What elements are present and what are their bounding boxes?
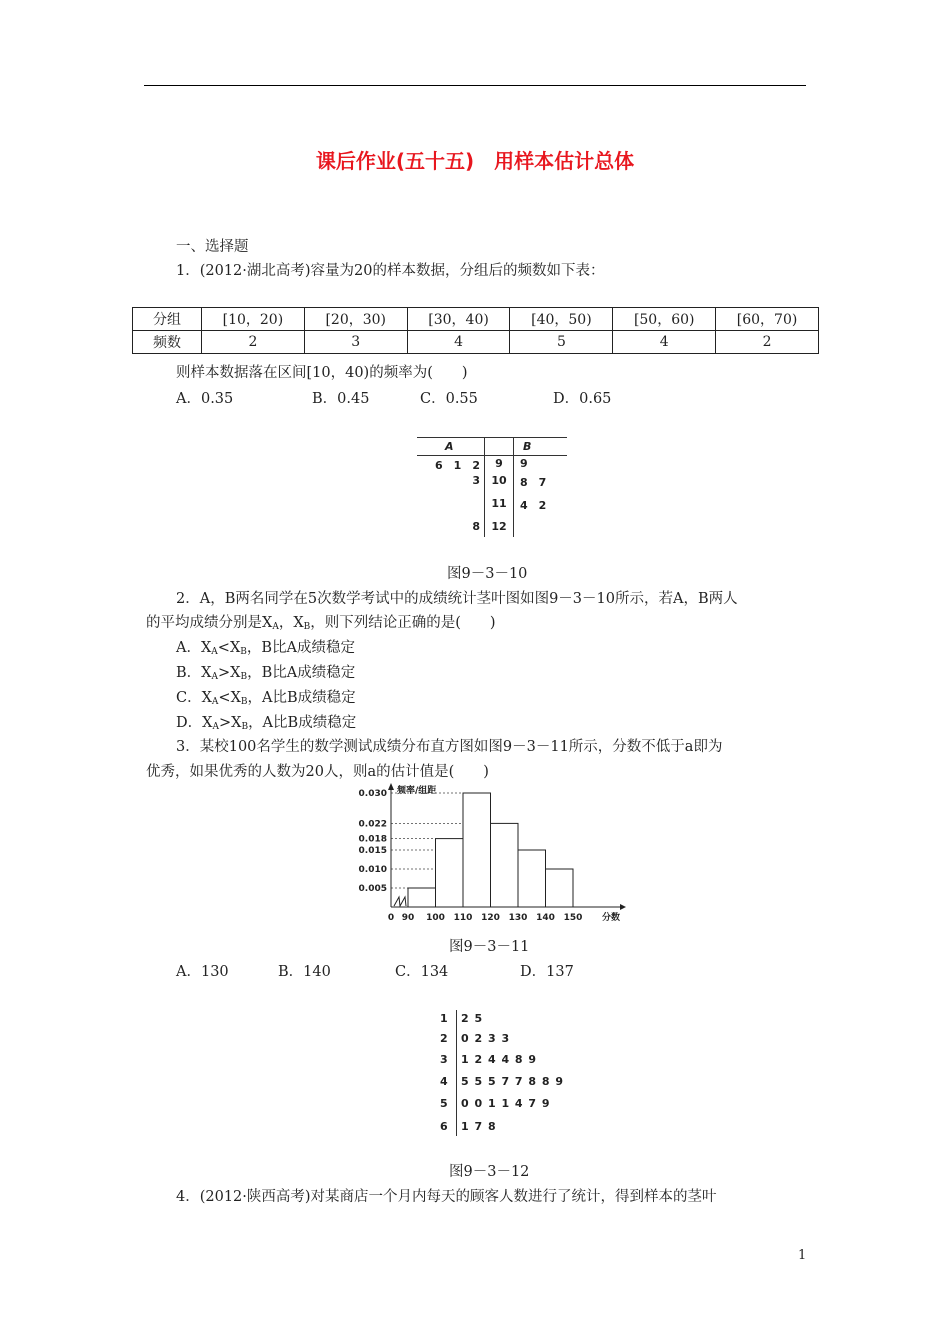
table-cell: 4	[613, 331, 716, 354]
table-cell: 3	[304, 331, 407, 354]
x-tick-label: 110	[453, 913, 473, 923]
q3-option-b: B．140	[278, 964, 331, 980]
fig12-leaves: 1 2 4 4 8 9	[461, 1053, 538, 1066]
fig12-stem: 5	[440, 1097, 448, 1110]
section-heading: 一、选择题	[176, 239, 249, 255]
histogram-bar	[491, 823, 519, 907]
table-cell: [50，60)	[613, 308, 716, 331]
histogram-bar	[436, 839, 464, 907]
table-cell: [30，40)	[407, 308, 510, 331]
fig12-caption: 图9－3－12	[449, 1164, 530, 1180]
fig12-leaves: 1 7 8	[461, 1120, 497, 1133]
q1-stem: 1．(2012·湖北高考)容量为20的样本数据，分组后的频数如下表：	[176, 263, 605, 279]
fig10-stem: 12	[491, 520, 507, 533]
fig12-stem: 4	[440, 1075, 448, 1088]
axis-break	[394, 897, 406, 906]
table-cell: 4	[407, 331, 510, 354]
table-cell: 2	[716, 331, 819, 354]
q3-option-a: A．130	[176, 964, 229, 980]
fig12-stem: 6	[440, 1120, 448, 1133]
q1-question: 则样本数据落在区间[10，40)的频率为( )	[176, 365, 468, 381]
q3-line2: 优秀，如果优秀的人数为20人，则a的估计值是( )	[146, 764, 489, 780]
q2-option-a: A．$X_A<X_B$，B比A成绩稳定	[176, 640, 356, 657]
y-tick-label: 0.005	[358, 884, 387, 894]
q2-line2: 的平均成绩分别是$X_A$，$X_B$，则下列结论正确的是( )	[146, 615, 496, 632]
fig10-caption: 图9－3－10	[447, 566, 528, 582]
table-cell: [10，20)	[202, 308, 305, 331]
y-tick-label: 0.030	[358, 789, 387, 799]
histogram-bar	[518, 850, 546, 907]
q2-option-d: D．$X_A>X_B$，A比B成绩稳定	[176, 715, 357, 732]
x-axis-label: 分数	[602, 913, 621, 923]
y-tick-label: 0.018	[358, 834, 387, 845]
fig10-stem: 11	[491, 497, 507, 510]
table-row	[133, 331, 819, 354]
y-tick-label: 0.015	[358, 846, 387, 856]
histogram-bar	[546, 869, 574, 907]
fig10-left-leaves: 6 1 2	[435, 459, 480, 472]
table-cell: [40，50)	[510, 308, 613, 331]
fig12-leaves: 0 0 1 1 4 7 9	[461, 1097, 551, 1110]
table-header-cell: 频数	[133, 331, 202, 354]
fig10-stem: 10	[491, 474, 507, 487]
fig12-stem: 3	[440, 1053, 448, 1066]
q2-option-b: B．$X_A>X_B$，B比A成绩稳定	[176, 665, 356, 682]
fig10-label-b: B	[523, 440, 532, 453]
fig10-left-leaves: 3	[472, 474, 480, 487]
histogram-bar	[463, 793, 491, 907]
fig12-stem: 2	[440, 1032, 448, 1045]
fig10-right-leaves: 8 7	[520, 476, 547, 489]
q1-option-c: C．0.55	[420, 391, 478, 407]
table-cell: 2	[202, 331, 305, 354]
x-tick-label: 130	[508, 913, 528, 923]
x-tick-label: 150	[563, 913, 583, 923]
x-tick-label: 0	[387, 913, 395, 923]
header-rule	[144, 85, 806, 86]
fig10-label-a: A	[445, 440, 454, 453]
table-cell: [20，30)	[304, 308, 407, 331]
x-tick-label: 120	[481, 913, 500, 923]
x-axis-arrow	[620, 904, 626, 910]
fig10-header-rule	[417, 455, 567, 456]
fig12-stem: 1	[440, 1012, 448, 1025]
table-cell: [60，70)	[716, 308, 819, 331]
fig12-leaves: 0 2 3 3	[461, 1032, 511, 1045]
fig10-stem: 9	[495, 457, 503, 470]
histogram-bar	[408, 888, 436, 907]
q2-option-c: C．$X_A<X_B$，A比B成绩稳定	[176, 690, 356, 707]
frequency-table	[132, 307, 819, 354]
histogram-chart	[350, 780, 640, 930]
q1-option-b: B．0.45	[312, 391, 370, 407]
q1-option-a: A．0.35	[176, 391, 234, 407]
q3-line1: 3．某校100名学生的数学测试成绩分布直方图如图9－3－11所示，分数不低于a即为	[176, 739, 723, 755]
fig12-leaves: 2 5	[461, 1012, 484, 1025]
x-tick-label: 100	[426, 913, 445, 923]
page-number: 1	[798, 1248, 807, 1263]
fig12-leaves: 5 5 5 7 7 8 8 9	[461, 1075, 565, 1088]
y-axis-label: 频率/组距	[397, 786, 437, 796]
x-tick-label: 140	[536, 913, 555, 923]
page-title: 课后作业(五十五) 用样本估计总体	[315, 149, 635, 173]
fig10-right-leaves: 9	[520, 457, 528, 470]
y-tick-label: 0.010	[358, 865, 387, 875]
table-header-cell: 分组	[133, 308, 202, 331]
q2-line1: 2．A，B两名同学在5次数学考试中的成绩统计茎叶图如图9－3－10所示，若A，B两人	[176, 591, 738, 607]
fig10-top-rule	[417, 437, 567, 438]
q3-option-c: C．134	[395, 964, 449, 980]
q4-line1: 4．(2012·陕西高考)对某商店一个月内每天的顾客人数进行了统计，得到样本的茎叶	[176, 1189, 717, 1205]
fig12-divider	[456, 1010, 457, 1136]
q3-option-d: D．137	[520, 964, 574, 980]
y-axis-arrow	[388, 783, 394, 790]
x-tick-label: 90	[401, 913, 415, 923]
y-tick-label: 0.022	[358, 819, 387, 830]
table-row	[133, 308, 819, 331]
fig10-right-leaves: 4 2	[520, 499, 547, 512]
fig11-caption: 图9－3－11	[449, 939, 530, 955]
table-cell: 5	[510, 331, 613, 354]
q1-option-d: D．0.65	[553, 391, 612, 407]
fig10-left-leaves: 8	[472, 520, 480, 533]
fig10-divider-right	[513, 437, 514, 537]
